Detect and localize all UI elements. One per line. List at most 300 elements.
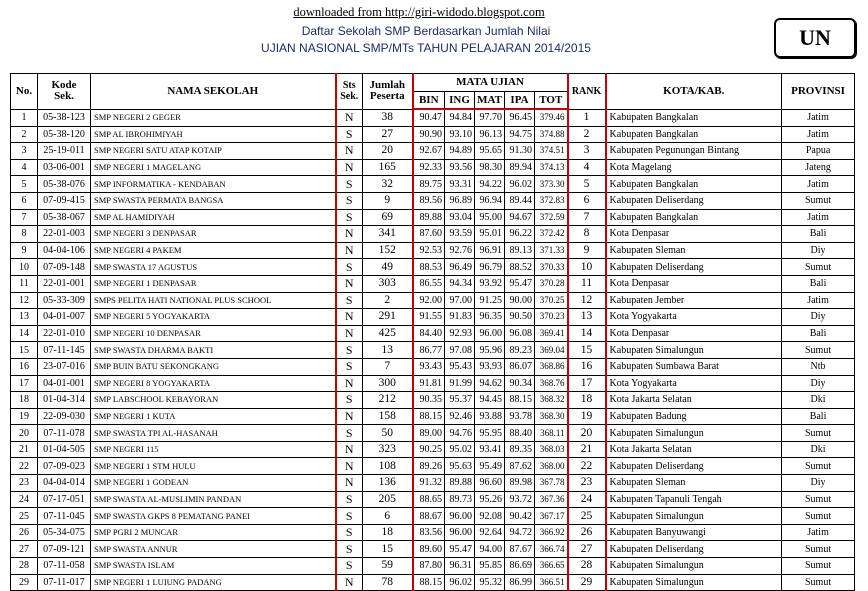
cell-jumlah: 6 (363, 508, 413, 525)
cell-rank: 18 (568, 392, 606, 409)
cell-ing: 92.93 (445, 325, 475, 342)
table-row (11, 441, 855, 458)
cell-bin: 88.53 (413, 259, 445, 276)
cell-kota: Kabupaten Badung (606, 408, 782, 425)
cell-kode: 07-09-023 (38, 458, 91, 475)
cell-ipa: 89.44 (505, 192, 535, 209)
cell-rank: 14 (568, 325, 606, 342)
cell-provinsi: Sumut (782, 491, 855, 508)
cell-jumlah: 9 (363, 192, 413, 209)
header-kota: KOTA/KAB. (606, 74, 782, 110)
header-mata-ujian: MATA UJIAN (413, 74, 568, 92)
cell-kode: 05-33-309 (38, 292, 91, 309)
cell-jumlah: 38 (363, 109, 413, 126)
cell-bin: 92.67 (413, 143, 445, 160)
cell-jumlah: 32 (363, 176, 413, 193)
cell-nama: SMP NEGERI 10 DENPASAR (91, 325, 336, 342)
cell-provinsi: Jatim (782, 109, 855, 126)
cell-no: 4 (11, 159, 38, 176)
cell-no: 3 (11, 143, 38, 160)
cell-bin: 86.55 (413, 275, 445, 292)
cell-sts: N (336, 143, 363, 160)
cell-kode: 05-34-075 (38, 524, 91, 541)
cell-provinsi: Sumut (782, 342, 855, 359)
cell-sts: N (336, 325, 363, 342)
cell-rank: 1 (568, 109, 606, 126)
cell-provinsi: Sumut (782, 508, 855, 525)
cell-rank: 5 (568, 176, 606, 193)
cell-kode: 07-09-121 (38, 541, 91, 558)
cell-ipa: 94.75 (505, 126, 535, 143)
cell-ipa: 88.15 (505, 392, 535, 409)
cell-kota: Kota Jakarta Selatan (606, 441, 782, 458)
cell-tot: 367.78 (535, 475, 568, 492)
cell-nama: SMP BUIN BATU SEKONGKANG (91, 358, 336, 375)
cell-sts: S (336, 176, 363, 193)
cell-mat: 94.45 (475, 392, 505, 409)
cell-kode: 07-11-045 (38, 508, 91, 525)
cell-bin: 90.35 (413, 392, 445, 409)
header-jumlah: Jumlah Peserta (363, 74, 413, 110)
cell-ing: 92.76 (445, 242, 475, 259)
cell-sts: S (336, 292, 363, 309)
cell-mat: 94.00 (475, 541, 505, 558)
header-sts: Sts Sek. (336, 74, 363, 110)
cell-bin: 89.56 (413, 192, 445, 209)
table-row (11, 143, 855, 160)
cell-kota: Kabupaten Bangkalan (606, 126, 782, 143)
cell-nama: SMP PGRI 2 MUNCAR (91, 524, 336, 541)
cell-bin: 89.60 (413, 541, 445, 558)
cell-no: 16 (11, 358, 38, 375)
cell-jumlah: 59 (363, 558, 413, 575)
table-row (11, 176, 855, 193)
cell-kota: Kota Yogyakarta (606, 375, 782, 392)
cell-bin: 90.47 (413, 109, 445, 126)
cell-ipa: 96.02 (505, 176, 535, 193)
cell-provinsi: Jateng (782, 159, 855, 176)
cell-ing: 97.00 (445, 292, 475, 309)
table-row (11, 375, 855, 392)
cell-kode: 22-01-010 (38, 325, 91, 342)
cell-ipa: 89.94 (505, 159, 535, 176)
cell-sts: S (336, 425, 363, 442)
cell-kota: Kabupaten Jember (606, 292, 782, 309)
cell-tot: 372.83 (535, 192, 568, 209)
header-tot: TOT (535, 92, 568, 110)
cell-rank: 24 (568, 491, 606, 508)
cell-tot: 374.13 (535, 159, 568, 176)
cell-jumlah: 69 (363, 209, 413, 226)
cell-no: 12 (11, 292, 38, 309)
cell-ipa: 89.98 (505, 475, 535, 492)
cell-ing: 93.10 (445, 126, 475, 143)
cell-bin: 91.81 (413, 375, 445, 392)
table-row (11, 159, 855, 176)
cell-nama: SMP SWASTA ANNUR (91, 541, 336, 558)
cell-nama: SMP NEGERI 1 MAGELANG (91, 159, 336, 176)
cell-jumlah: 300 (363, 375, 413, 392)
table-row (11, 475, 855, 492)
cell-kode: 04-04-106 (38, 242, 91, 259)
cell-kode: 22-01-003 (38, 226, 91, 243)
cell-no: 2 (11, 126, 38, 143)
cell-tot: 366.74 (535, 541, 568, 558)
cell-ipa: 90.42 (505, 508, 535, 525)
cell-ing: 96.02 (445, 574, 475, 591)
cell-jumlah: 152 (363, 242, 413, 259)
cell-kota: Kabupaten Simalungun (606, 558, 782, 575)
cell-no: 23 (11, 475, 38, 492)
header-rank: RANK (568, 74, 606, 110)
header-kode: Kode Sek. (38, 74, 91, 110)
cell-mat: 93.88 (475, 408, 505, 425)
cell-ipa: 93.72 (505, 491, 535, 508)
cell-mat: 97.70 (475, 109, 505, 126)
table-row (11, 275, 855, 292)
cell-ing: 96.31 (445, 558, 475, 575)
cell-tot: 374.51 (535, 143, 568, 160)
cell-mat: 95.26 (475, 491, 505, 508)
cell-ipa: 89.23 (505, 342, 535, 359)
cell-bin: 88.15 (413, 408, 445, 425)
cell-sts: N (336, 159, 363, 176)
cell-nama: SMP NEGERI 4 PAKEM (91, 242, 336, 259)
cell-provinsi: Papua (782, 143, 855, 160)
cell-jumlah: 18 (363, 524, 413, 541)
cell-kota: Kabupaten Simalungun (606, 574, 782, 591)
cell-ing: 94.84 (445, 109, 475, 126)
table-row (11, 508, 855, 525)
cell-kota: Kota Magelang (606, 159, 782, 176)
cell-kode: 22-01-001 (38, 275, 91, 292)
header-mat: MAT (475, 92, 505, 110)
cell-ipa: 86.99 (505, 574, 535, 591)
cell-jumlah: 341 (363, 226, 413, 243)
cell-rank: 3 (568, 143, 606, 160)
cell-sts: S (336, 342, 363, 359)
cell-mat: 92.08 (475, 508, 505, 525)
cell-ing: 95.43 (445, 358, 475, 375)
cell-jumlah: 2 (363, 292, 413, 309)
cell-rank: 17 (568, 375, 606, 392)
cell-rank: 25 (568, 508, 606, 525)
cell-tot: 371.33 (535, 242, 568, 259)
table-row (11, 109, 855, 126)
cell-nama: SMP NEGERI 115 (91, 441, 336, 458)
cell-ipa: 88.52 (505, 259, 535, 276)
cell-mat: 95.65 (475, 143, 505, 160)
cell-ing: 95.37 (445, 392, 475, 409)
cell-ipa: 96.22 (505, 226, 535, 243)
cell-ipa: 93.78 (505, 408, 535, 425)
cell-mat: 95.85 (475, 558, 505, 575)
cell-jumlah: 212 (363, 392, 413, 409)
cell-nama: SMP SWASTA PERMATA BANGSA (91, 192, 336, 209)
cell-mat: 95.96 (475, 342, 505, 359)
cell-ing: 93.04 (445, 209, 475, 226)
cell-no: 13 (11, 309, 38, 326)
cell-ipa: 96.45 (505, 109, 535, 126)
cell-jumlah: 20 (363, 143, 413, 160)
cell-nama: SMPS PELITA HATI NATIONAL PLUS SCHOOL (91, 292, 336, 309)
table-row (11, 574, 855, 591)
cell-bin: 92.53 (413, 242, 445, 259)
cell-nama: SMP INFORMATIKA - KENDABAN (91, 176, 336, 193)
cell-ipa: 90.34 (505, 375, 535, 392)
cell-mat: 96.94 (475, 192, 505, 209)
cell-jumlah: 15 (363, 541, 413, 558)
cell-sts: N (336, 574, 363, 591)
table-row (11, 342, 855, 359)
cell-kota: Kabupaten Deliserdang (606, 259, 782, 276)
cell-rank: 10 (568, 259, 606, 276)
cell-nama: SMP NEGERI 1 STM HULU (91, 458, 336, 475)
table-row (11, 524, 855, 541)
cell-no: 11 (11, 275, 38, 292)
header-ing: ING (445, 92, 475, 110)
cell-ing: 95.63 (445, 458, 475, 475)
table-row (11, 309, 855, 326)
header-bin: BIN (413, 92, 445, 110)
cell-nama: SMP SWASTA ISLAM (91, 558, 336, 575)
cell-jumlah: 165 (363, 159, 413, 176)
cell-ing: 94.34 (445, 275, 475, 292)
cell-bin: 89.88 (413, 209, 445, 226)
cell-mat: 95.49 (475, 458, 505, 475)
cell-rank: 16 (568, 358, 606, 375)
cell-nama: SMP NEGERI 1 DENPASAR (91, 275, 336, 292)
cell-ipa: 90.00 (505, 292, 535, 309)
cell-rank: 21 (568, 441, 606, 458)
cell-sts: N (336, 275, 363, 292)
cell-kode: 03-06-001 (38, 159, 91, 176)
cell-no: 20 (11, 425, 38, 442)
cell-no: 7 (11, 209, 38, 226)
cell-provinsi: Sumut (782, 458, 855, 475)
cell-kota: Kota Denpasar (606, 325, 782, 342)
page-title: Daftar Sekolah SMP Berdasarkan Jumlah Nilai (301, 24, 551, 38)
cell-no: 9 (11, 242, 38, 259)
cell-mat: 95.00 (475, 209, 505, 226)
table-row (11, 126, 855, 143)
cell-mat: 96.91 (475, 242, 505, 259)
cell-tot: 372.42 (535, 226, 568, 243)
cell-rank: 11 (568, 275, 606, 292)
cell-rank: 29 (568, 574, 606, 591)
cell-kode: 25-19-011 (38, 143, 91, 160)
cell-sts: N (336, 309, 363, 326)
cell-tot: 368.86 (535, 358, 568, 375)
cell-sts: S (336, 508, 363, 525)
cell-ipa: 89.35 (505, 441, 535, 458)
cell-ing: 96.00 (445, 508, 475, 525)
table-row (11, 491, 855, 508)
cell-ipa: 96.08 (505, 325, 535, 342)
table-row (11, 392, 855, 409)
cell-provinsi: Sumut (782, 425, 855, 442)
cell-nama: SMP NEGERI 3 DENPASAR (91, 226, 336, 243)
cell-nama: SMP NEGERI 1 GODEAN (91, 475, 336, 492)
cell-tot: 366.51 (535, 574, 568, 591)
cell-rank: 6 (568, 192, 606, 209)
cell-tot: 367.17 (535, 508, 568, 525)
cell-nama: SMP SWASTA 17 AGUSTUS (91, 259, 336, 276)
cell-kota: Kabupaten Bangkalan (606, 176, 782, 193)
cell-nama: SMP SWASTA AL-MUSLIMIN PANDAN (91, 491, 336, 508)
cell-kota: Kabupaten Deliserdang (606, 541, 782, 558)
cell-jumlah: 108 (363, 458, 413, 475)
cell-no: 5 (11, 176, 38, 193)
cell-kode: 07-11-017 (38, 574, 91, 591)
cell-kota: Kota Jakarta Selatan (606, 392, 782, 409)
header-ipa: IPA (505, 92, 535, 110)
cell-tot: 366.92 (535, 524, 568, 541)
cell-jumlah: 27 (363, 126, 413, 143)
cell-tot: 369.04 (535, 342, 568, 359)
cell-ipa: 91.30 (505, 143, 535, 160)
cell-mat: 96.60 (475, 475, 505, 492)
cell-tot: 368.76 (535, 375, 568, 392)
cell-mat: 93.93 (475, 358, 505, 375)
cell-sts: S (336, 126, 363, 143)
cell-no: 21 (11, 441, 38, 458)
cell-jumlah: 425 (363, 325, 413, 342)
cell-no: 24 (11, 491, 38, 508)
cell-jumlah: 158 (363, 408, 413, 425)
table-row (11, 408, 855, 425)
cell-mat: 96.79 (475, 259, 505, 276)
table-row (11, 425, 855, 442)
cell-ing: 96.49 (445, 259, 475, 276)
cell-kode: 07-11-145 (38, 342, 91, 359)
cell-rank: 19 (568, 408, 606, 425)
cell-mat: 96.13 (475, 126, 505, 143)
cell-sts: S (336, 392, 363, 409)
cell-no: 8 (11, 226, 38, 243)
cell-no: 14 (11, 325, 38, 342)
cell-kode: 05-38-076 (38, 176, 91, 193)
cell-kode: 07-09-415 (38, 192, 91, 209)
cell-provinsi: Jatim (782, 292, 855, 309)
cell-nama: SMP NEGERI 8 YOGYAKARTA (91, 375, 336, 392)
cell-ing: 93.31 (445, 176, 475, 193)
cell-mat: 93.92 (475, 275, 505, 292)
cell-no: 27 (11, 541, 38, 558)
cell-no: 25 (11, 508, 38, 525)
cell-tot: 374.88 (535, 126, 568, 143)
cell-no: 18 (11, 392, 38, 409)
cell-kode: 07-11-058 (38, 558, 91, 575)
cell-provinsi: Diy (782, 375, 855, 392)
cell-ing: 92.46 (445, 408, 475, 425)
cell-nama: SMP NEGERI 1 LUIUNG PADANG (91, 574, 336, 591)
cell-nama: SMP NEGERI 5 YOGYAKARTA (91, 309, 336, 326)
cell-kota: Kabupaten Pegunungan Bintang (606, 143, 782, 160)
cell-rank: 8 (568, 226, 606, 243)
cell-kota: Kabupaten Bangkalan (606, 209, 782, 226)
cell-ing: 89.73 (445, 491, 475, 508)
cell-sts: S (336, 524, 363, 541)
cell-sts: S (336, 558, 363, 575)
cell-ipa: 95.47 (505, 275, 535, 292)
cell-bin: 91.55 (413, 309, 445, 326)
cell-sts: S (336, 192, 363, 209)
cell-kode: 22-09-030 (38, 408, 91, 425)
table-row (11, 325, 855, 342)
cell-kota: Kabupaten Bangkalan (606, 109, 782, 126)
cell-no: 26 (11, 524, 38, 541)
cell-rank: 7 (568, 209, 606, 226)
cell-provinsi: Diy (782, 475, 855, 492)
download-link[interactable]: downloaded from http://giri-widodo.blogspot.com (293, 5, 545, 19)
cell-tot: 370.25 (535, 292, 568, 309)
un-badge: UN (774, 18, 856, 58)
cell-sts: S (336, 491, 363, 508)
cell-kota: Kota Denpasar (606, 275, 782, 292)
cell-no: 22 (11, 458, 38, 475)
cell-rank: 13 (568, 309, 606, 326)
table-row (11, 259, 855, 276)
cell-rank: 2 (568, 126, 606, 143)
cell-bin: 88.15 (413, 574, 445, 591)
cell-mat: 98.30 (475, 159, 505, 176)
cell-tot: 369.41 (535, 325, 568, 342)
cell-ipa: 90.50 (505, 309, 535, 326)
cell-no: 29 (11, 574, 38, 591)
cell-provinsi: Jatim (782, 126, 855, 143)
cell-rank: 26 (568, 524, 606, 541)
cell-no: 15 (11, 342, 38, 359)
cell-kode: 01-04-314 (38, 392, 91, 409)
header-no: No. (11, 74, 38, 110)
cell-tot: 370.33 (535, 259, 568, 276)
cell-bin: 91.32 (413, 475, 445, 492)
cell-mat: 95.95 (475, 425, 505, 442)
cell-provinsi: Bali (782, 275, 855, 292)
cell-kota: Kabupaten Sumbawa Barat (606, 358, 782, 375)
cell-ing: 95.02 (445, 441, 475, 458)
cell-kode: 07-09-148 (38, 259, 91, 276)
cell-bin: 89.26 (413, 458, 445, 475)
cell-tot: 368.03 (535, 441, 568, 458)
cell-provinsi: Bali (782, 226, 855, 243)
cell-provinsi: Sumut (782, 541, 855, 558)
cell-kode: 05-38-067 (38, 209, 91, 226)
cell-provinsi: Dki (782, 392, 855, 409)
cell-sts: S (336, 209, 363, 226)
cell-rank: 20 (568, 425, 606, 442)
cell-rank: 9 (568, 242, 606, 259)
cell-provinsi: Bali (782, 325, 855, 342)
cell-mat: 94.22 (475, 176, 505, 193)
cell-tot: 368.30 (535, 408, 568, 425)
cell-sts: S (336, 259, 363, 276)
cell-rank: 22 (568, 458, 606, 475)
cell-kota: Kabupaten Deliserdang (606, 192, 782, 209)
cell-nama: SMP SWASTA TPI AL-HASANAH (91, 425, 336, 442)
cell-nama: SMP SWASTA GKPS 8 PEMATANG PANEI (91, 508, 336, 525)
cell-rank: 27 (568, 541, 606, 558)
cell-kota: Kabupaten Simalungun (606, 425, 782, 442)
cell-bin: 87.80 (413, 558, 445, 575)
cell-no: 19 (11, 408, 38, 425)
cell-kode: 04-01-001 (38, 375, 91, 392)
cell-kota: Kota Yogyakarta (606, 309, 782, 326)
cell-provinsi: Sumut (782, 558, 855, 575)
cell-jumlah: 323 (363, 441, 413, 458)
cell-sts: S (336, 358, 363, 375)
